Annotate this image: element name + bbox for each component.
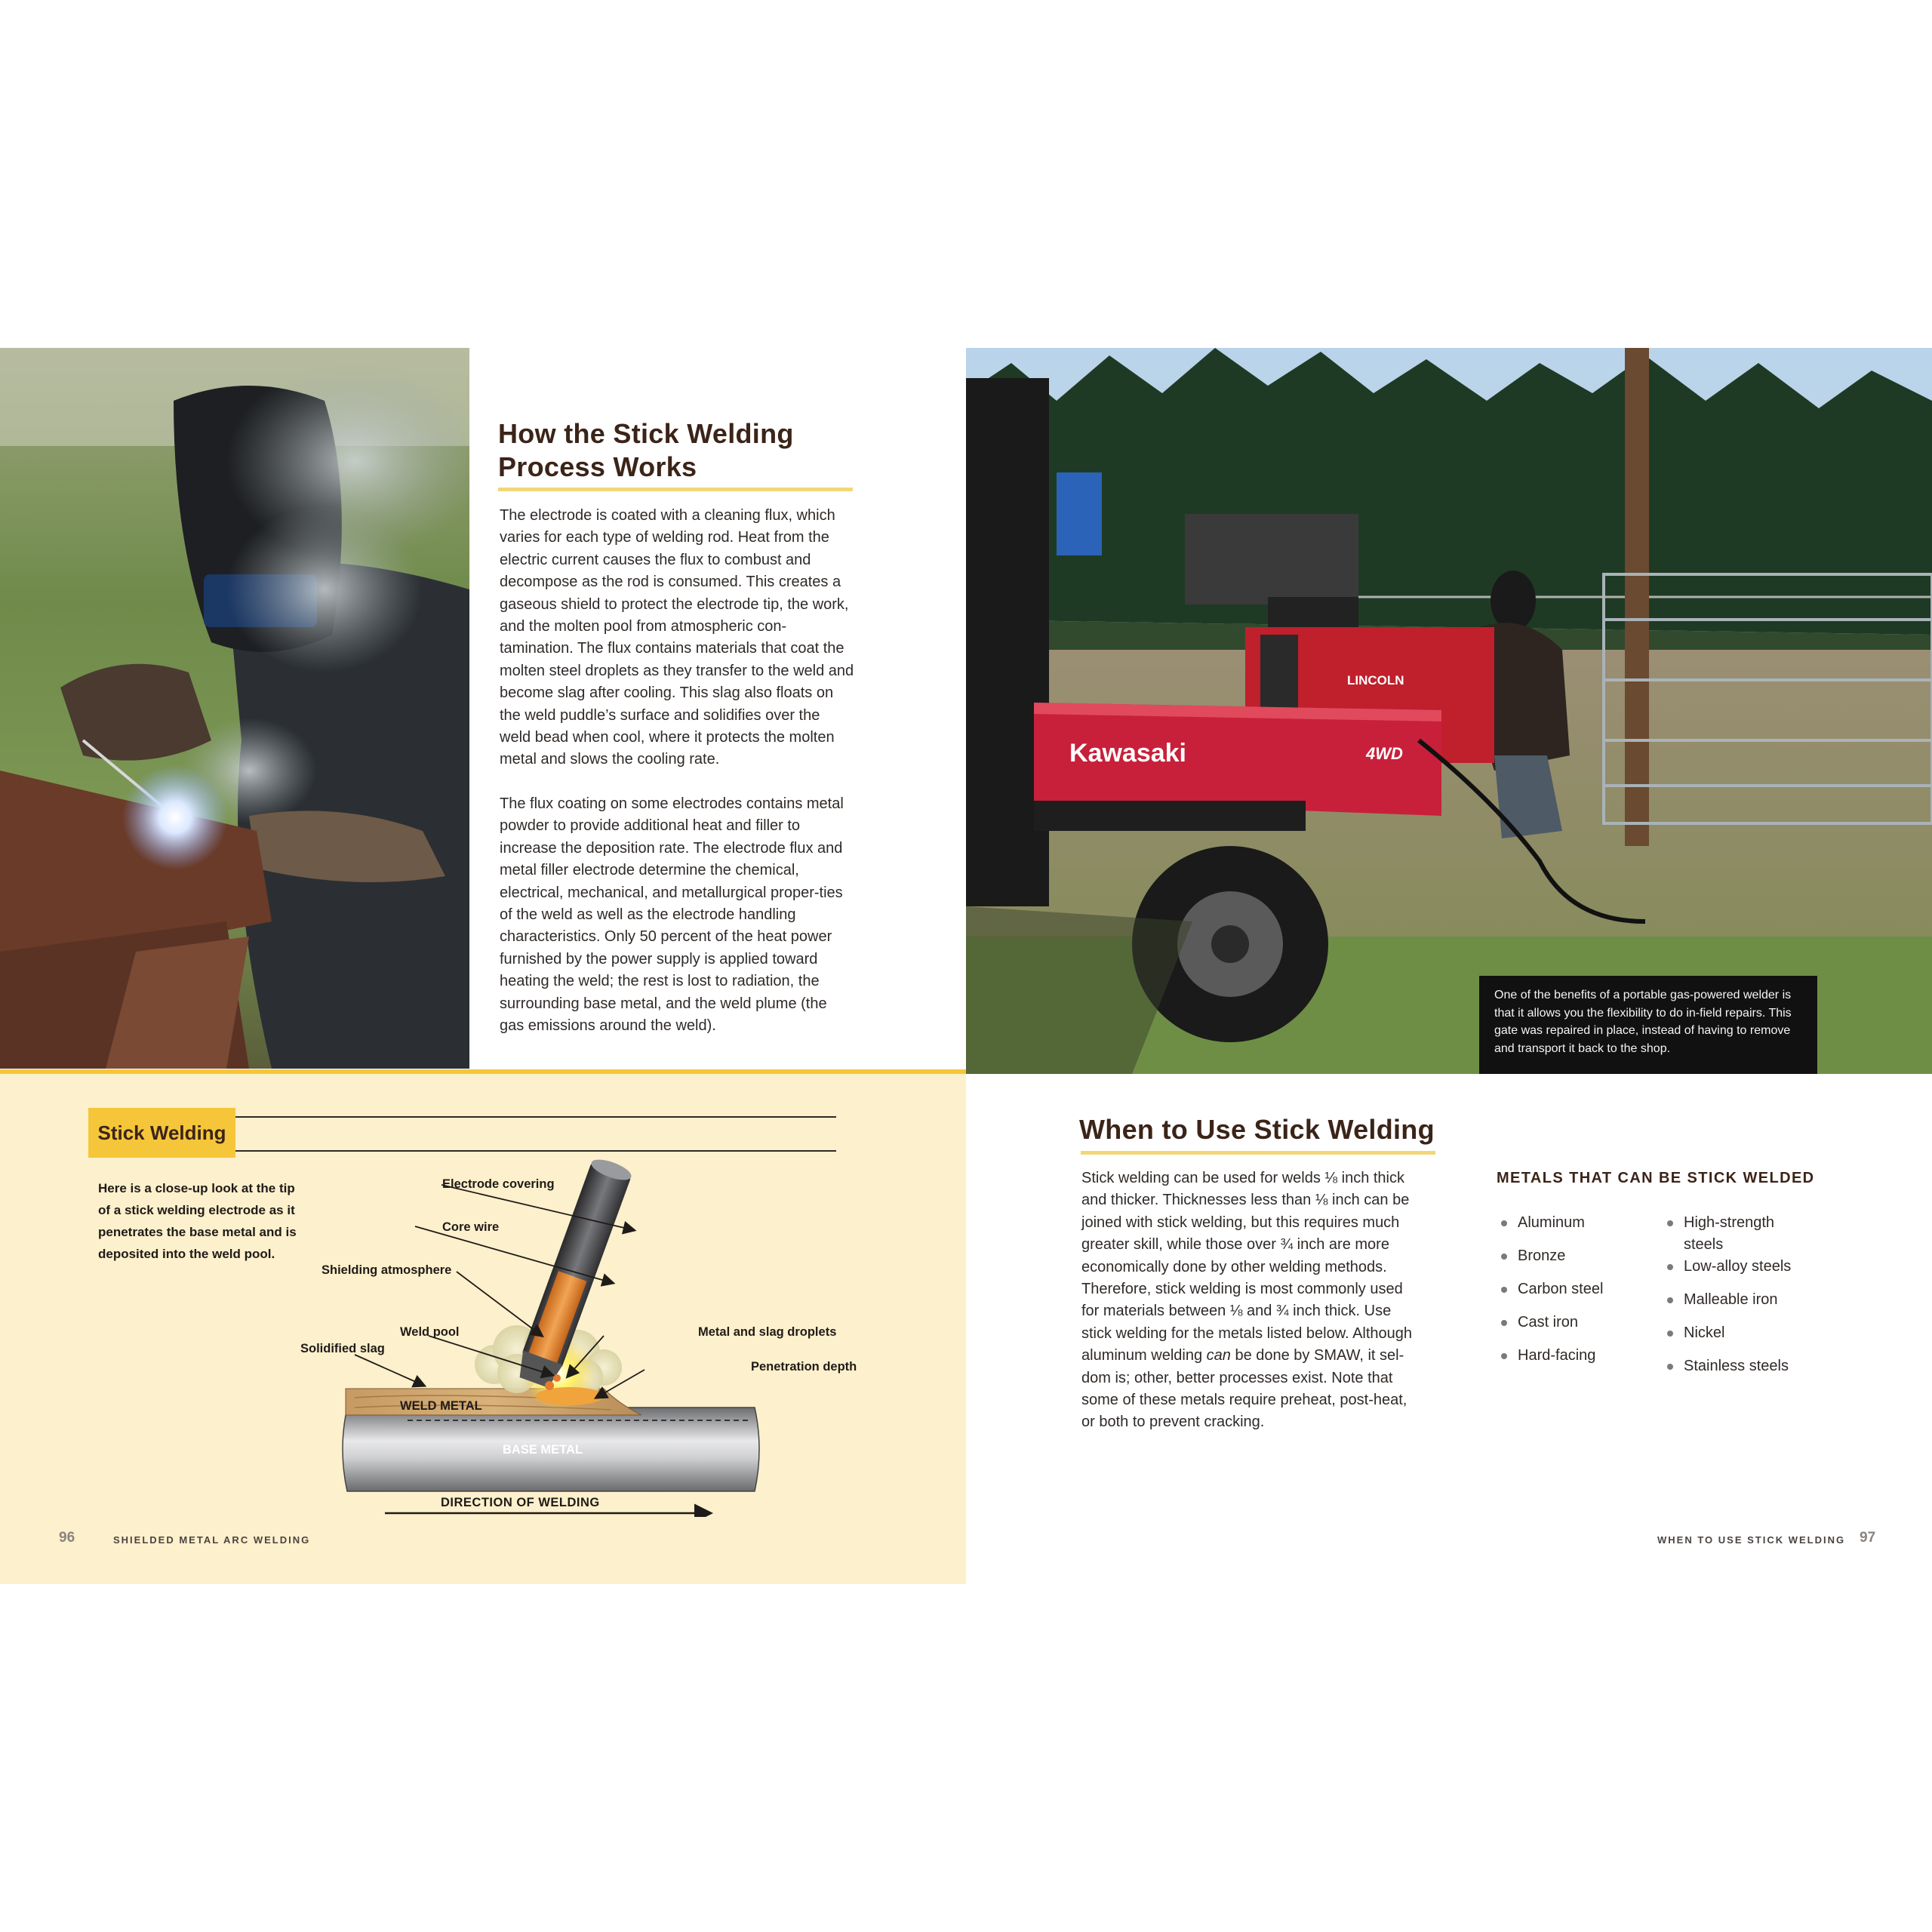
vehicle-brand-mark: Kawasaki: [1069, 739, 1186, 768]
vehicle-badge-mark: 4WD: [1366, 744, 1403, 763]
body-line: some of these metals require preheat, post-heat,: [1081, 1392, 1407, 1409]
body-line: joined with stick welding, but this requires much: [1081, 1214, 1400, 1231]
body-line: economically done by other welding methods.: [1081, 1258, 1387, 1275]
metal-list-item: Bronze: [1518, 1245, 1565, 1267]
metal-list-item: Hard-facing: [1518, 1345, 1595, 1367]
body-line: dom is; other, better processes exist. Note that: [1081, 1369, 1393, 1386]
body-line: Stick welding can be used for welds ⅛ inch thick: [1081, 1170, 1404, 1186]
welder-brand-mark: LINCOLN: [1347, 673, 1404, 688]
metal-list-item: Nickel: [1684, 1322, 1724, 1344]
sidebar-caption: Here is a close-up look at the tip of a stick welding electrode as it penetrates the base metal and is deposited into the weld pool.: [98, 1181, 297, 1261]
heading-line-1: How the Stick Welding: [498, 418, 794, 449]
body-line: aluminum welding can be done by SMAW, it sel-: [1081, 1347, 1404, 1364]
bullet-icon: [1667, 1297, 1673, 1303]
body-line: for materials between ⅛ and ¾ inch thick. Use: [1081, 1303, 1392, 1320]
bullet-icon: [1667, 1264, 1673, 1270]
label-electrode-covering: Electrode covering: [442, 1177, 555, 1191]
label-weld-pool: Weld pool: [400, 1325, 460, 1339]
bullet-icon: [1667, 1331, 1673, 1337]
label-base-metal: BASE METAL: [503, 1443, 583, 1457]
bullet-icon: [1667, 1364, 1673, 1370]
metal-list-item-continued: steels: [1684, 1236, 1724, 1253]
body-line: and thicker. Thicknesses less than ⅛ inch can be: [1081, 1192, 1410, 1209]
body-line: stick welding for the metals listed below. Although: [1081, 1324, 1413, 1342]
when-to-use-body: [1081, 1168, 1451, 1434]
section-heading-when-to-use: When to Use Stick Welding: [1079, 1114, 1435, 1145]
body-line: greater skill, while those over ¾ inch are more: [1081, 1236, 1389, 1254]
panel-top-rule: [0, 1069, 966, 1074]
page-number-right: 97: [1860, 1530, 1876, 1546]
paragraph-flux-coating: The electrode is coated with a cleaning flux, which varies for each type of welding rod. Heat from the electric current causes the flux to combust and decompose as the rod is consumed. This creates a gaseous shield to protect the electrode tip, the work, and the molten pool from atmospheric con-tamination. The flux contains materials that coat the molten steel droplets as they transfer to the weld and become slag after cooling. This slag also floats on the weld puddle’s surface and solidifies over the weld bead when cool, where it protects the molten metal and slows the cooling rate.: [500, 507, 854, 768]
paragraph-metal-powder: The flux coating on some electrodes contains metal powder to provide additional heat and filler to increase the deposition rate. The electrode flux and metal filler electrode determine the chemical, electrical, mechanical, and metallurgical proper-ties of the weld as well as the electrode handling characteristics. Only 50 percent of the heat power furnished by the power supply is applied toward heating the weld; the rest is lost to radiation, the surrounding base metal, and the weld plume (the gas emissions around the weld).: [500, 795, 844, 1034]
metal-list-item: High-strength: [1684, 1212, 1774, 1234]
photo-caption-text: One of the benefits of a portable gas-powered welder is that it allows you the flexibility to do in-field repairs. This gate was repaired in place, instead of having to remove and transport it back to the shop.: [1494, 989, 1792, 1055]
sidebar-tab-label: [88, 1108, 235, 1158]
metals-list-heading: METALS THAT CAN BE STICK WELDED: [1497, 1170, 1815, 1186]
sidebar-rule-top: [235, 1116, 836, 1118]
bullet-icon: [1667, 1220, 1673, 1226]
page-number-left: 96: [59, 1530, 75, 1546]
heading-line-2: Process Works: [498, 451, 697, 482]
bullet-icon: [1501, 1220, 1507, 1226]
metal-list-item: Carbon steel: [1518, 1278, 1603, 1300]
running-head-right: WHEN TO USE STICK WELDING: [1657, 1534, 1846, 1546]
label-shielding-atmosphere: Shielding atmosphere: [321, 1263, 452, 1277]
label-solidified-slag: Solidified slag: [300, 1342, 385, 1355]
label-penetration-depth: Penetration depth: [751, 1360, 857, 1374]
body-line: or both to prevent cracking.: [1081, 1414, 1265, 1431]
how-it-works-body: [500, 505, 854, 1059]
metal-list-item: Cast iron: [1518, 1312, 1578, 1334]
metal-list-item: Stainless steels: [1684, 1355, 1789, 1377]
section-heading-how-it-works: [498, 417, 853, 484]
metal-list-item: Low-alloy steels: [1684, 1256, 1791, 1278]
photo-caption-box: [1479, 976, 1817, 1074]
body-line: Therefore, stick welding is most commonly used: [1081, 1281, 1403, 1298]
bullet-icon: [1501, 1287, 1507, 1293]
sidebar-tab-text: Stick Welding: [97, 1121, 226, 1144]
welder-closeup-photo: [0, 348, 469, 1069]
heading-underline: [498, 488, 853, 491]
bullet-icon: [1501, 1254, 1507, 1260]
label-core-wire: Core wire: [442, 1220, 500, 1234]
label-metal-slag-droplets: Metal and slag droplets: [698, 1325, 837, 1339]
field-welding-photo: [966, 348, 1932, 1074]
bullet-icon: [1501, 1320, 1507, 1326]
bullet-icon: [1501, 1353, 1507, 1359]
metal-list-item: Aluminum: [1518, 1212, 1585, 1234]
label-direction-of-welding: DIRECTION OF WELDING: [441, 1496, 600, 1509]
metal-list-item: Malleable iron: [1684, 1289, 1778, 1311]
heading-underline-right: [1081, 1151, 1435, 1155]
sidebar-rule-bottom: [235, 1150, 836, 1152]
label-weld-metal: WELD METAL: [400, 1399, 482, 1413]
running-head-left: SHIELDED METAL ARC WELDING: [113, 1534, 311, 1546]
